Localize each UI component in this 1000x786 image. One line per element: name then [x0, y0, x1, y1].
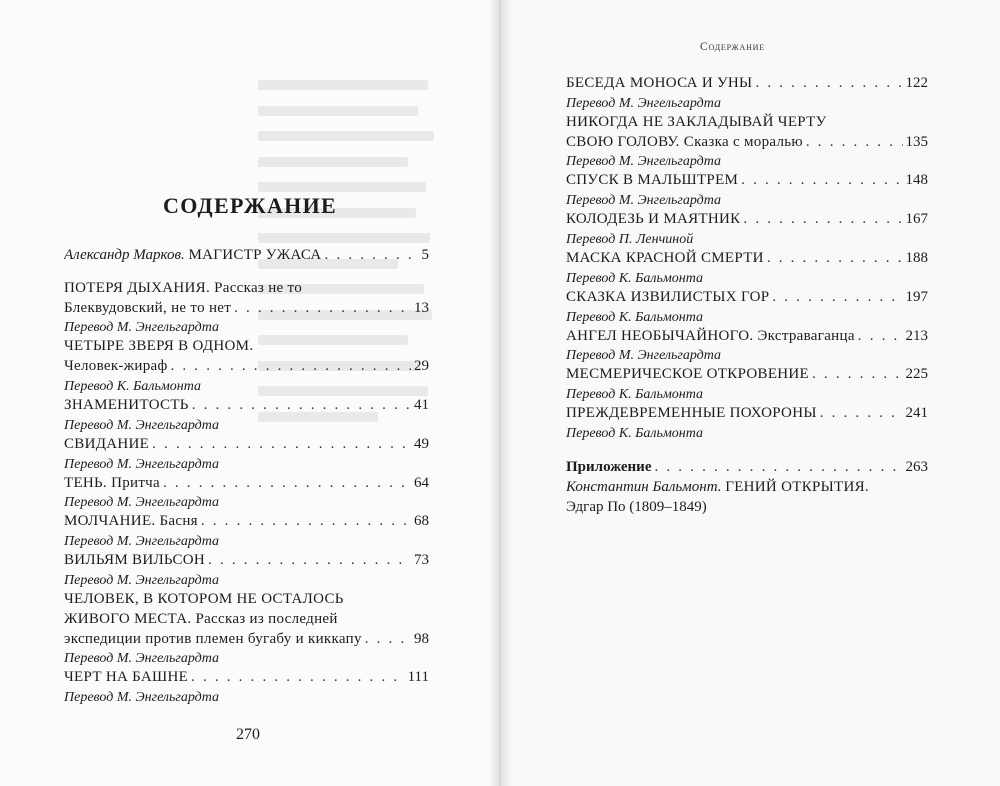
toc-entry — [566, 171, 928, 210]
dot-leader — [767, 249, 903, 269]
page-number: 188 — [905, 249, 928, 266]
toc-entry-line — [64, 357, 429, 377]
translator-credit: Перевод М. Энгельгардта — [64, 572, 220, 588]
dot-leader — [806, 133, 903, 153]
page-number: 13 — [414, 299, 429, 316]
translator-credit: Перевод К. Бальмонта — [566, 425, 704, 441]
dot-leader — [741, 171, 902, 191]
page-number: 167 — [905, 211, 928, 228]
toc-entry — [566, 74, 928, 113]
dot-leader — [163, 474, 411, 494]
page-number: 29 — [414, 358, 429, 375]
toc-appendix — [566, 458, 928, 478]
translator-credit: Перевод М. Энгельгардта — [64, 690, 220, 706]
dot-leader — [755, 74, 902, 94]
toc-entry — [64, 337, 429, 396]
page-number: 98 — [414, 630, 429, 647]
dot-leader — [772, 288, 902, 308]
translator-credit: Перевод М. Энгельгардта — [64, 417, 220, 433]
appendix-label: Приложение — [566, 458, 652, 475]
dot-leader — [743, 210, 902, 230]
page-number: 225 — [905, 366, 928, 383]
toc-entry-line — [64, 551, 429, 571]
appendix-work — [566, 478, 928, 498]
entry-title-text: МЕСМЕРИЧЕСКОЕ ОТКРОВЕНИЕ — [566, 366, 810, 383]
entry-title-text: Блеквудовский, не то нет — [64, 299, 232, 316]
toc-entry — [566, 113, 928, 172]
toc-entry-line — [566, 327, 928, 347]
entry-title-text: экспедиции против племен бугабу и киккапу — [64, 630, 362, 647]
translator-credit: Перевод К. Бальмонта — [566, 387, 704, 403]
translator-credit: Перевод М. Энгельгардта — [64, 495, 220, 511]
entry-title-text: МАСКА КРАСНОЙ СМЕРТИ — [566, 249, 764, 266]
dot-leader — [365, 630, 411, 650]
entry-title-text: СПУСК В МАЛЬШТРЕМ — [566, 172, 739, 189]
page-number: 197 — [905, 288, 928, 305]
toc-entry — [566, 249, 928, 288]
toc-entry-line — [64, 474, 429, 494]
page-number: 73 — [414, 552, 429, 569]
dot-leader — [201, 512, 411, 532]
entry-title-text: Человек-жираф — [64, 358, 168, 375]
running-head: Содержание — [700, 41, 765, 53]
entry-title-text: ПРЕЖДЕВРЕМЕННЫЕ ПОХОРОНЫ — [566, 405, 817, 422]
book-gutter — [488, 0, 512, 786]
toc-entry — [64, 668, 429, 707]
translator-credit: Перевод М. Энгельгардта — [64, 651, 220, 667]
page-number: 148 — [905, 172, 928, 189]
entry-title-text: СКАЗКА ИЗВИЛИСТЫХ ГОР — [566, 288, 770, 305]
toc-entry-line — [64, 279, 429, 299]
toc-entry — [566, 327, 928, 366]
entry-title-text: БЕСЕДА МОНОСА И УНЫ — [566, 75, 753, 91]
entry-title-text: ЗНАМЕНИТОСТЬ — [64, 396, 189, 413]
toc-entry — [64, 590, 429, 668]
toc-entry — [64, 396, 429, 435]
dot-leader — [325, 246, 419, 266]
entry-title-text: СВОЮ ГОЛОВУ. Сказка с моралью — [566, 133, 803, 150]
entry-title-text: ЧЕЛОВЕК, В КОТОРОМ НЕ ОСТАЛОСЬ — [64, 590, 344, 607]
translator-credit: Перевод М. Энгельгардта — [64, 456, 220, 472]
toc-entry — [566, 365, 928, 404]
toc-entry-line — [64, 337, 429, 357]
toc-entry-line — [64, 668, 429, 688]
entry-title-text: НИКОГДА НЕ ЗАКЛАДЫВАЙ ЧЕРТУ — [566, 113, 827, 130]
dot-leader — [820, 404, 903, 424]
dot-leader — [152, 435, 411, 455]
page-number: 241 — [905, 405, 928, 422]
preface-title: МАГИСТР УЖАСА — [188, 247, 322, 263]
toc-entry-line — [64, 299, 429, 319]
toc-entry — [64, 474, 429, 513]
toc-entry-line — [566, 210, 928, 230]
translator-credit: Перевод М. Энгельгардта — [566, 95, 722, 111]
translator-credit: Перевод М. Энгельгардта — [566, 193, 722, 209]
toc-entry — [566, 210, 928, 249]
page-number: 263 — [905, 458, 928, 475]
dot-leader — [654, 458, 902, 478]
translator-credit: Перевод М. Энгельгардта — [64, 320, 220, 336]
toc-left-entries — [64, 279, 429, 707]
preface-author: Александр Марков. — [64, 247, 185, 263]
toc-right — [566, 74, 928, 517]
toc-entry-line — [566, 288, 928, 308]
toc-entry-line — [566, 249, 928, 269]
toc-entry-line — [64, 590, 429, 610]
dot-leader — [812, 365, 902, 385]
translator-credit: Перевод М. Энгельгардта — [64, 534, 220, 550]
entry-title-text: ЧЕТЫРЕ ЗВЕРЯ В ОДНОМ. — [64, 338, 254, 355]
dot-leader — [858, 327, 903, 347]
toc-entry-line — [64, 630, 429, 650]
entry-title-text: КОЛОДЕЗЬ И МАЯТНИК — [566, 211, 741, 228]
appendix-subtitle: Эдгар По (1809–1849) — [566, 498, 707, 515]
toc-entry-line — [64, 435, 429, 455]
toc-entry-line — [64, 610, 429, 630]
toc-entry — [64, 435, 429, 474]
dot-leader — [192, 396, 411, 416]
toc-entry-line — [566, 171, 928, 191]
toc-entry-line — [566, 113, 928, 133]
page-number: 122 — [905, 75, 928, 91]
entry-title-text: ЧЕРТ НА БАШНЕ — [64, 669, 189, 686]
translator-credit: Перевод К. Бальмонта — [64, 378, 202, 394]
toc-entry-line — [64, 396, 429, 416]
translator-credit: Перевод К. Бальмонта — [566, 270, 704, 286]
entry-title-text: МОЛЧАНИЕ. Басня — [64, 513, 198, 530]
page-number: 213 — [905, 327, 928, 344]
page-number: 49 — [414, 435, 429, 452]
toc-entry-line — [566, 74, 928, 94]
page-number: 41 — [414, 396, 429, 413]
toc-entry — [64, 279, 429, 338]
toc-preface — [64, 246, 429, 266]
toc-entry-line — [64, 512, 429, 532]
dot-leader — [191, 668, 405, 688]
page-title: СОДЕРЖАНИЕ — [163, 193, 337, 218]
toc-entry — [64, 512, 429, 551]
appendix-title: ГЕНИЙ ОТКРЫТИЯ. — [725, 478, 869, 495]
toc-entry — [64, 551, 429, 590]
toc-entry — [566, 404, 928, 443]
entry-title-text: ТЕНЬ. Притча — [64, 474, 160, 491]
translator-credit: Перевод М. Энгельгардта — [566, 348, 722, 364]
entry-title-text: АНГЕЛ НЕОБЫЧАЙНОГО. Экстраваганца — [566, 327, 855, 344]
appendix-subtitle-line — [566, 498, 928, 518]
toc-right-entries — [566, 74, 928, 443]
translator-credit: Перевод М. Энгельгардта — [566, 154, 722, 170]
toc-entry-line — [566, 365, 928, 385]
toc-left — [64, 246, 429, 707]
toc-entry-line — [566, 133, 928, 153]
page-number: 64 — [414, 474, 429, 491]
page-folio: 270 — [236, 726, 260, 743]
entry-title-text: СВИДАНИЕ — [64, 435, 150, 452]
dot-leader — [208, 551, 411, 571]
entry-title-text: ВИЛЬЯМ ВИЛЬСОН — [64, 552, 206, 569]
page-number: 68 — [414, 513, 429, 530]
page-number: 135 — [905, 133, 928, 150]
dot-leader — [234, 299, 411, 319]
toc-entry-line — [566, 404, 928, 424]
translator-credit: Перевод К. Бальмонта — [566, 309, 704, 325]
dot-leader — [171, 357, 412, 377]
page-number: 5 — [421, 247, 429, 263]
entry-title-text: ПОТЕРЯ ДЫХАНИЯ. Рассказ не то — [64, 279, 302, 296]
translator-credit: Перевод П. Ленчиной — [566, 231, 694, 247]
appendix-author: Константин Бальмонт. — [566, 478, 722, 495]
toc-entry — [566, 288, 928, 327]
entry-title-text: ЖИВОГО МЕСТА. Рассказ из последней — [64, 610, 338, 627]
page-number: 111 — [407, 669, 429, 686]
